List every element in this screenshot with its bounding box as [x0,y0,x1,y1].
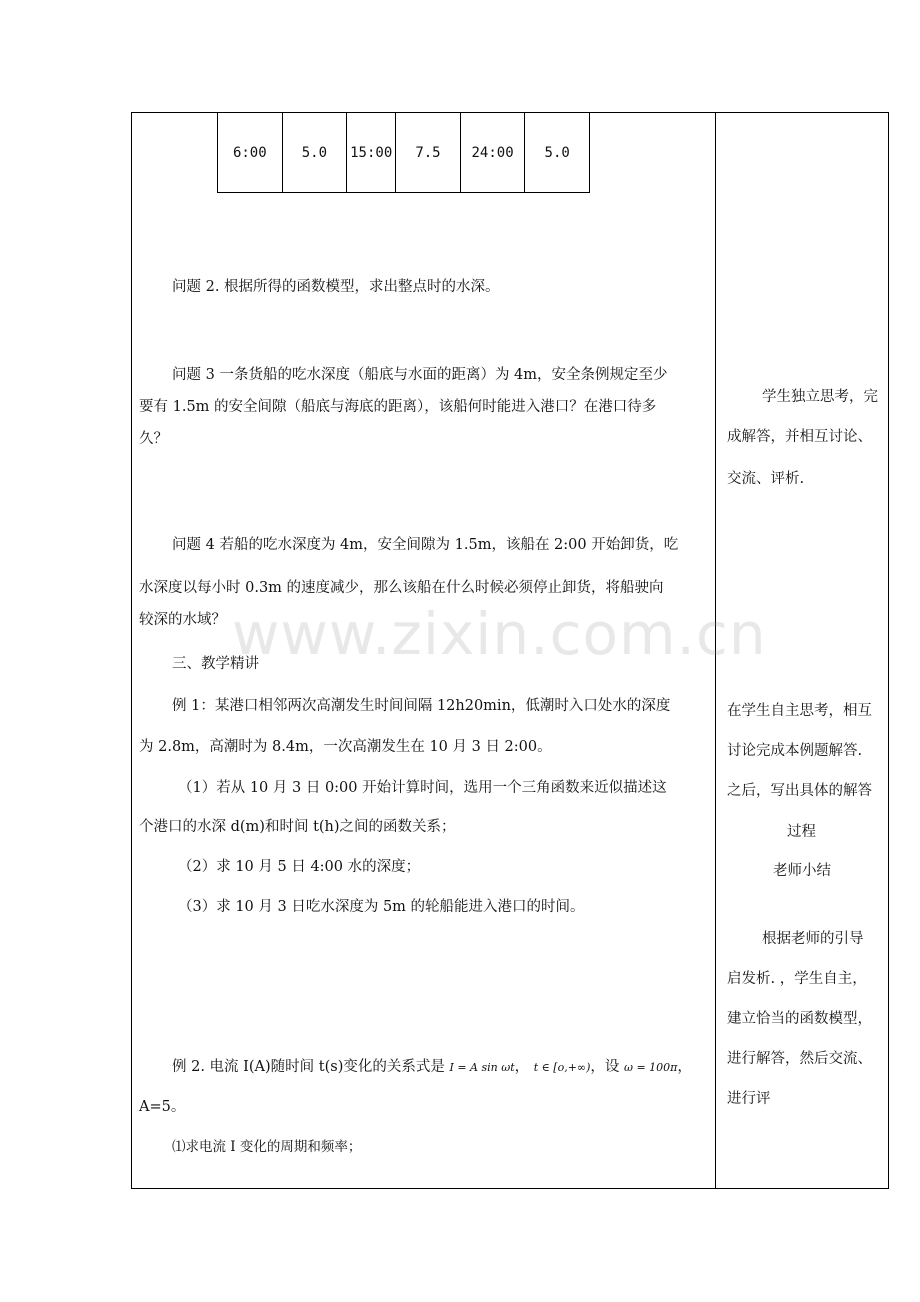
activity-note-2-line-5: 老师小结 [773,863,831,879]
activity-note-3-line-4: 进行解答，然后交流、 [727,1051,872,1067]
example-2-prefix: 例 2. 电流 I(A)随时间 t(s)变化的关系式是 [172,1059,445,1075]
example-2-line-1 [172,1053,692,1082]
activity-note-1-line-3: 交流、评析. [727,471,805,487]
table-cell: 7.5 [396,113,461,193]
example-1-part-1-line-2: 个港口的水深 d(m)和时间 t(h)之间的函数关系； [139,819,456,835]
table-cell: 15:00 [347,113,396,193]
question-4-line-2: 水深度以每小时 0.3m 的速度减少，那么该船在什么时候必须停止卸货，将船驶向 [139,580,664,596]
activity-note-2-line-1: 在学生自主思考，相互 [727,703,872,719]
table-row [218,113,590,193]
example-1-part-3: （3）求 10 月 3 日吃水深度为 5m 的轮船能进入港口的时间。 [178,899,585,915]
current-formula: I = A sin ωt [449,1061,515,1074]
example-2-comma: ， [514,1059,530,1075]
activity-note-3-line-2: 启发析. ，学生自主， [727,971,867,987]
watermark: www.zixin.com.cn [232,600,767,668]
section-title: 三、教学精讲 [172,656,259,672]
question-3-line-1: 问题 3 一条货船的吃水深度（船底与水面的距离）为 4m，安全条例规定至少 [172,367,668,383]
time-domain-formula: t ∈ [o,+∞) [533,1061,591,1074]
table-cell: 24:00 [460,113,525,193]
example-2-set: ，设 [590,1059,620,1075]
table-cell: 5.0 [282,113,347,193]
example-1-part-2: （2）求 10 月 5 日 4:00 水的深度； [178,859,421,875]
table-cell: 6:00 [218,113,283,193]
example-2-suffix: ， [677,1059,692,1075]
question-3-line-2: 要有 1.5m 的安全间隙（船底与海底的距离），该船何时能进入港口？在港口待多 [139,399,657,415]
activity-note-3-line-3: 建立恰当的函数模型， [727,1011,872,1027]
example-1-line-1: 例 1：某港口相邻两次高潮发生时间间隔 12h20min，低潮时入口处水的深度 [172,698,671,714]
question-3-line-3: 久？ [139,431,168,447]
question-4-line-3: 较深的水域？ [139,612,226,628]
example-1-part-1-line-1: （1）若从 10 月 3 日 0:00 开始计算时间，选用一个三角函数来近似描述这 [178,780,667,796]
activity-note-1-line-1: 学生独立思考，完 [762,389,878,405]
example-1-line-2: 为 2.8m，高潮时为 8.4m，一次高潮发生在 10 月 3 日 2:00。 [139,739,552,755]
activity-note-3-line-5: 进行评 [727,1091,771,1107]
example-2-line-2: A=5。 [139,1099,186,1115]
tide-data-table [217,112,590,193]
activity-note-3-line-1: 根据老师的引导 [762,931,864,947]
question-4-line-1: 问题 4 若船的吃水深度为 4m，安全间隙为 1.5m，该船在 2:00 开始卸货，吃 [172,537,679,553]
activity-note-2-line-3: 之后，写出具体的解答 [727,783,872,799]
activity-note-1-line-2: 成解答，并相互讨论、 [727,429,872,445]
table-cell: 5.0 [525,113,590,193]
activity-note-2-line-4: 过程 [787,824,816,840]
question-2: 问题 2. 根据所得的函数模型，求出整点时的水深。 [172,279,500,295]
activity-note-2-line-2: 讨论完成本例题解答. [727,743,863,759]
omega-formula: ω = 100π [623,1061,678,1074]
example-2-part-1: ⑴求电流 I 变化的周期和频率； [172,1139,362,1155]
